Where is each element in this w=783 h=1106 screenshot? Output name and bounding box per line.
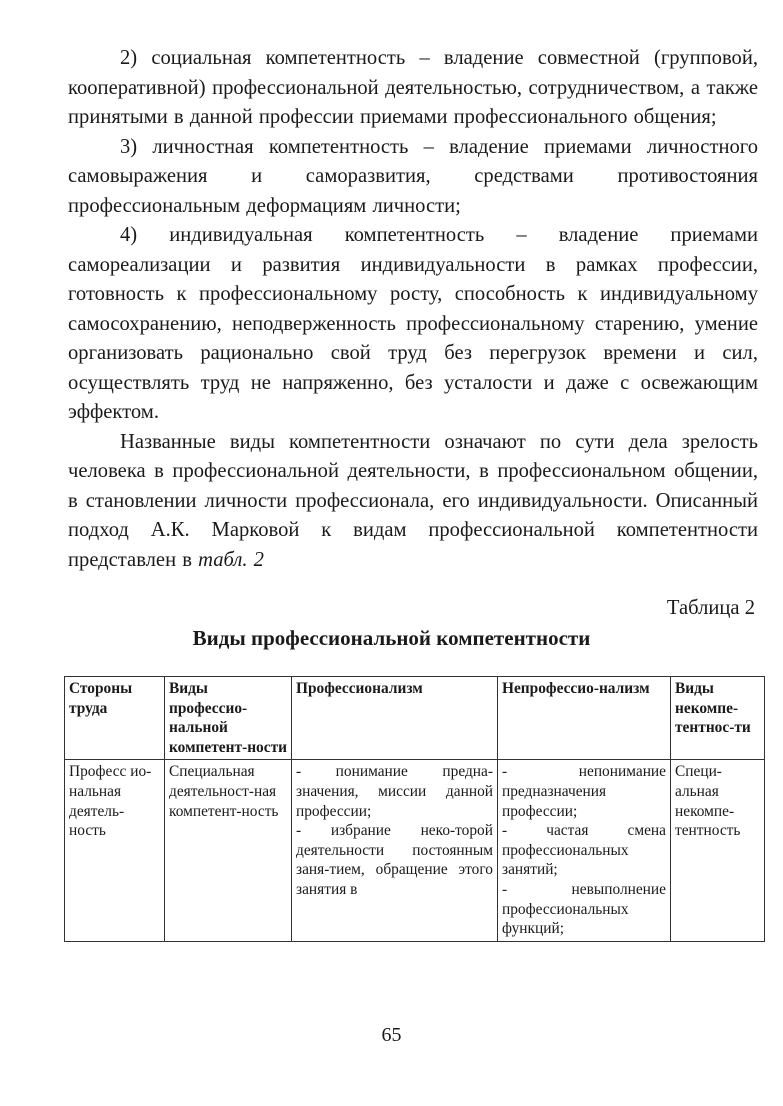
paragraph-personal-competence: 3) личностная компетентность – владение приемами личностного самовыражения и саморазвития, средствами противостояния профессиональным деформациям личности; xyxy=(68,135,758,217)
cell-competence-type: Специальная деятельност-ная компетент-ность xyxy=(165,760,292,941)
non-professionalism-item: - невыполнение профессиональных функций; xyxy=(502,880,666,938)
cell-incompetence-type: Специ-альная некомпе-тентность xyxy=(671,760,765,941)
professionalism-item: - избрание неко-торой деятельности постоянным заня-тием, обращение этого занятия в xyxy=(296,822,493,898)
cell-professionalism xyxy=(292,760,498,941)
cell-work-side: Професс ио-нальная деятель-ность xyxy=(65,760,165,941)
body-text xyxy=(68,44,758,575)
table-header-row xyxy=(65,677,765,760)
professionalism-item: - понимание предна-значения, миссии данной профессии; xyxy=(296,763,493,820)
paragraph-individual-competence: 4) индивидуальная компетентность – владение приемами самореализации и развития индивидуальности в рамках профессии, готовность к профессиональному росту, способность к индивидуальному самосохранению, неподверженность профессиональному старению, умение организовать рационально свой труд без перегрузок времени и сил, осуществлять труд не напряженно, без усталости и даже с освежающим эффектом. xyxy=(68,224,758,423)
table-reference: табл. 2 xyxy=(198,548,264,571)
non-professionalism-item: - частая смена профессиональных занятий; xyxy=(502,822,666,879)
header-work-sides: Стороны труда xyxy=(65,677,165,760)
non-professionalism-item: - непонимание предназначения профессии; xyxy=(502,763,666,820)
header-professionalism: Профессионализм xyxy=(292,677,498,760)
table-row xyxy=(65,760,765,941)
table-label: Таблица 2 xyxy=(666,597,755,619)
cell-non-professionalism xyxy=(498,760,671,941)
table-title: Виды профессиональной компетентности xyxy=(192,626,591,650)
summary-text: Названные виды компетентности означают по сути дела зрелость человека в профессиональной деятельности, в профессиональном общении, в становлении личности профессионала, его индивидуальности. Описанный подход А.К. Марковой к видам профессиональной компетентности представлен в xyxy=(68,430,758,571)
competence-table xyxy=(64,676,765,942)
paragraph-social-competence: 2) социальная компетентность – владение совместной (групповой, кооперативной) профессиональной деятельностью, сотрудничеством, а также принятыми в данной профессии приемами профессионального общения; xyxy=(68,47,758,128)
header-incompetence-types: Виды некомпе-тентнос-ти xyxy=(671,677,765,760)
header-non-professionalism: Непрофессио-нализм xyxy=(498,677,671,760)
paragraph-summary xyxy=(68,428,758,576)
header-competence-types: Виды профессио-нальной компетент-ности xyxy=(165,677,292,760)
page-number: 65 xyxy=(381,1024,402,1046)
